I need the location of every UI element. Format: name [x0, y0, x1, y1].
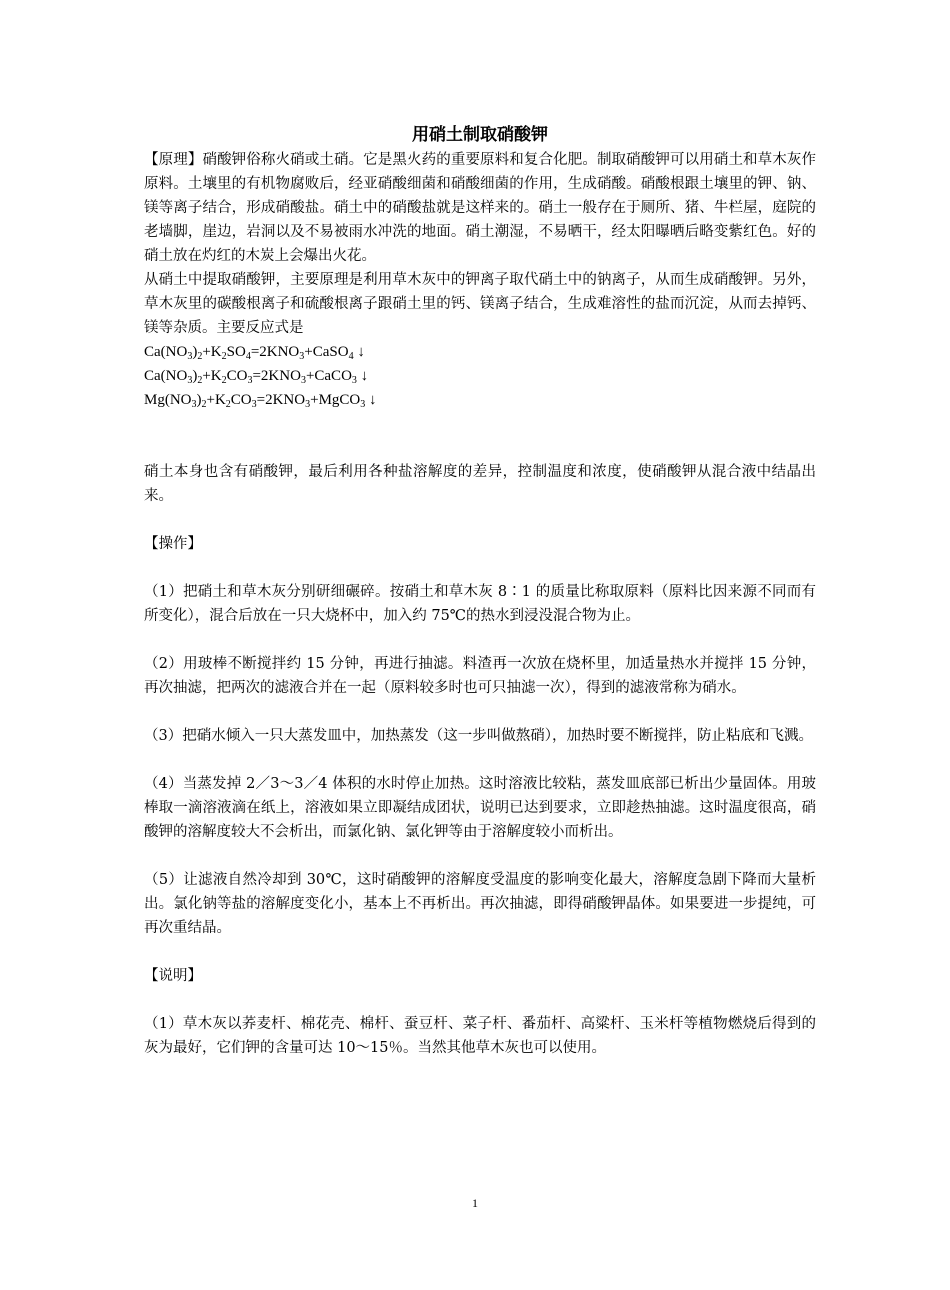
equation-subscript: 3 [305, 399, 311, 410]
equation-segment: +K [206, 392, 226, 408]
equation-subscript: 3 [351, 375, 357, 386]
operation-heading: 【操作】 [144, 536, 202, 552]
spacer [144, 556, 816, 580]
operation-step-4: （4）当蒸发掉 2／3～3／4 体积的水时停止加热。这时溶液比较粘，蒸发皿底部已析出少量固体。用玻棒取一滴溶液滴在纸上，溶液如果立即凝结成团状，说明已达到要求，立即趁热抽滤。这时温度很高，硝酸钾的溶解度较大不会析出，而氯化钠、氯化钾等由于溶解度较小而析出。 [144, 776, 816, 840]
equation-segment: ) [196, 392, 202, 408]
equation-segment: SO [226, 344, 246, 360]
equation-subscript: 2 [221, 375, 227, 386]
equation-subscript: 3 [187, 375, 193, 386]
equation-subscript: 3 [300, 375, 306, 386]
equation-subscript: 3 [251, 399, 257, 410]
spacer [144, 748, 816, 772]
equation-segment: Ca(NO [144, 344, 188, 360]
spacer [144, 628, 816, 652]
principle-text-1: 硝酸钾俗称火硝或土硝。它是黑火药的重要原料和复合化肥。制取硝酸钾可以用硝土和草木灰作原料。土壤里的有机物腐败后，经亚硝酸细菌和硝酸细菌的作用，生成硝酸。硝酸根跟土壤里的钾、钠、镁等离子结合，形成硝酸盐。硝土中的硝酸盐就是这样来的。硝土一般存在于厕所、猪、牛栏屋，庭院的老墙脚，崖边，岩洞以及不易被雨水冲洗的地面。硝土潮湿，不易晒干，经太阳曝晒后略变紫红色。好的硝土放在灼红的木炭上会爆出火花。 [144, 152, 817, 264]
equation-subscript: 3 [187, 351, 193, 362]
equation-segment: ) [192, 344, 198, 360]
operation-step-1: （1）把硝土和草木灰分别研细碾碎。按硝土和草木灰 8∶1 的质量比称取原料（原料比因来源不同而有所变化），混合后放在一只大烧杯中，加入约 75℃的热水到浸没混合物为止。 [144, 584, 816, 624]
document-body [144, 122, 816, 1060]
equation-subscript: 2 [201, 399, 207, 410]
principle-paragraph-1 [144, 148, 816, 268]
equation-subscript: 3 [360, 399, 366, 410]
equation-segment: =2KNO [252, 368, 301, 384]
operation-step-2: （2）用玻棒不断搅拌约 15 分钟，再进行抽滤。料渣再一次放在烧杯里，加适量热水并搅拌 15 分钟，再次抽滤，把两次的滤液合并在一起（原料较多时也可只抽滤一次），得到的滤液常称为硝水。 [144, 656, 816, 696]
equation-segment: Ca(NO [144, 368, 188, 384]
equation-segment: ↓ [365, 392, 377, 408]
document-title: 用硝土制取硝酸钾 [412, 125, 548, 145]
equation-subscript: 3 [299, 351, 305, 362]
principle-paragraph-3: 硝土本身也含有硝酸钾，最后利用各种盐溶解度的差异，控制温度和浓度，使硝酸钾从混合液中结晶出来。 [144, 464, 816, 504]
spacer [144, 412, 816, 460]
equation-segment: +K [202, 344, 222, 360]
equation-segment: +MgCO [310, 392, 361, 408]
notes-heading: 【说明】 [144, 968, 202, 984]
equation-subscript: 4 [245, 351, 251, 362]
equation-3 [144, 388, 816, 412]
spacer [144, 508, 816, 532]
equation-subscript: 4 [348, 351, 354, 362]
equation-1 [144, 340, 816, 364]
equation-subscript: 2 [221, 351, 227, 362]
equation-segment: ) [192, 368, 198, 384]
equation-segment: CO [230, 392, 252, 408]
page-number: 1 [472, 1196, 478, 1210]
equation-subscript: 3 [191, 399, 197, 410]
operation-step-5: （5）让滤液自然冷却到 30℃，这时硝酸钾的溶解度受温度的影响变化最大，溶解度急剧下降而大量析出。氯化钠等盐的溶解度变化小，基本上不再析出。再次抽滤，即得硝酸钾晶体。如果要进一步提纯，可再次重结晶。 [144, 872, 816, 936]
operation-step-3: （3）把硝水倾入一只大蒸发皿中，加热蒸发（这一步叫做熬硝），加热时要不断搅拌，防止粘底和飞溅。 [144, 728, 813, 744]
equation-segment: CO [226, 368, 248, 384]
equation-segment: =2KNO [250, 344, 300, 360]
equation-segment: +CaSO [304, 344, 349, 360]
equation-segment: +K [202, 368, 222, 384]
equation-2 [144, 364, 816, 388]
equation-segment: =2KNO [256, 392, 306, 408]
equation-segment: ↓ [353, 344, 365, 360]
notes-item-1: （1）草木灰以荞麦杆、棉花壳、棉杆、蚕豆杆、菜子杆、番茄杆、高粱杆、玉米杆等植物燃烧后得到的灰为最好，它们钾的含量可达 10～15％。当然其他草木灰也可以使用。 [144, 1016, 816, 1056]
spacer [144, 940, 816, 964]
spacer [144, 700, 816, 724]
principle-heading: 【原理】 [144, 152, 203, 168]
equation-subscript: 3 [247, 375, 253, 386]
spacer [144, 988, 816, 1012]
equation-segment: +CaCO [305, 368, 352, 384]
spacer [144, 844, 816, 868]
equation-subscript: 2 [225, 399, 231, 410]
equation-subscript: 2 [197, 375, 203, 386]
equation-segment: Mg(NO [144, 392, 192, 408]
equation-segment: ↓ [356, 368, 369, 384]
equation-subscript: 2 [197, 351, 203, 362]
principle-paragraph-2: 从硝土中提取硝酸钾，主要原理是利用草木灰中的钾离子取代硝土中的钠离子，从而生成硝酸钾。另外，草木灰里的碳酸根离子和硫酸根离子跟硝土里的钙、镁离子结合，生成难溶性的盐而沉淀，从而去掉钙、镁等杂质。主要反应式是 [144, 272, 816, 336]
